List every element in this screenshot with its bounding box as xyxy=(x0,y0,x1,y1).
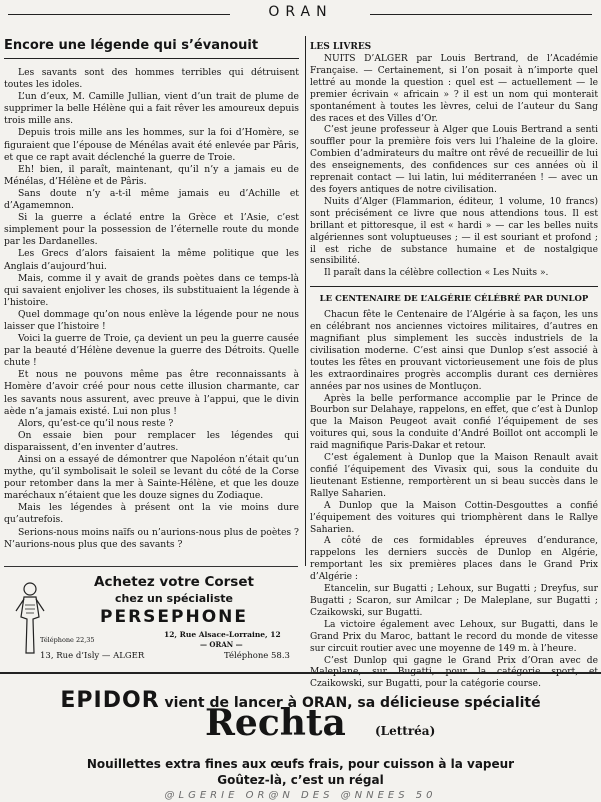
books-paragraph: Il paraît dans la célèbre collection « Les Nuits ». xyxy=(324,268,549,279)
left-paragraph: Depuis trois mille ans les hommes, sur la foi d’Homère, se figuraient que l’épouse de Ménélas avait été enlevée par Pâris, et que ce rapt avait déclenché la guerre de Troie. xyxy=(4,127,299,163)
right-column xyxy=(310,42,598,691)
dunlop-paragraph: Après la belle performance accomplie par le Prince de Bourbon sur Delahaye, rappelons, en effet, que c’est à Dunlop que la Maison Peugeot avait confié l’équipement de ses voitures qui, sous la conduite d’André Boillot ont accompli le raid magnifique Paris-Dakar et retour. xyxy=(310,393,598,452)
books-paragraph: NUITS D’ALGER par Louis Bertrand, de l’Académie Française. — Certainement, si l’on posait à n’importe quel lettré au monde la question : quel est — actuellement — le premier écrivain « africain » ? il est un nom qui monterait spontanément à toutes les lèvres, celui de l’auteur du Sang des races et des Villes d’Or. xyxy=(310,54,598,124)
masthead xyxy=(0,2,601,28)
left-paragraph: Si la guerre a éclaté entre la Grèce et l’Asie, c’est simplement pour la possession de l’éternelle route du monde par les Dardanelles. xyxy=(4,212,299,248)
corset-subline: chez un spécialiste xyxy=(115,592,233,605)
watermark: @LGERIE OR@N DES @NNEES 50 xyxy=(164,790,437,801)
left-title-rule xyxy=(4,58,299,59)
left-paragraph: Mais les légendes à présent ont la vie moins dure qu’autrefois. xyxy=(4,502,299,526)
books-paragraph: Nuits d’Alger (Flammarion, éditeur, 1 volume, 10 francs) sont précisément ce livre que nous attendions tous. Il est brillant et pittoresque, il est « hardi » — car les belles nuits algériennes sont voluptueuses ; — il est souriant et profond ; il est riche de substance humaine et de nostalgique sensibilité. xyxy=(310,196,598,267)
epidor-advertisement xyxy=(0,672,601,802)
left-paragraph: Ainsi on a essayé de démontrer que Napoléon n’était qu’un mythe, qu’il symbolisait le soleil se levant du côté de la Corse pour retomber dans la mer à Sainte-Hélène, et que les douze maréchaux n’étaient que les douze signes du Zodiaque. xyxy=(4,454,299,502)
corset-address: 12, Rue Alsace-Lorraine, 12 xyxy=(164,630,281,639)
corset-advertisement xyxy=(4,566,298,671)
corset-headline: Achetez votre Corset xyxy=(94,574,254,590)
books-paragraph: C’est jeune professeur à Alger que Louis Bertrand a senti souffler pour la première fois vers lui l’haleine de la gloire. Combien d’admirateurs du maître ont rêvé de recueillir de lui des enseignements, des confidences sur ces années où il reprenait contact — lui latin, lui méditerranéen ! — avec un des foyers antiques de notre civilisation. xyxy=(310,125,598,195)
left-paragraph: Serions-nous moins naïfs ou n’aurions-nous plus de poètes ? N’aurions-nous plus que des savants ? xyxy=(4,526,299,550)
corset-city: — ORAN — xyxy=(200,640,243,649)
masthead-title: ORAN xyxy=(268,4,333,20)
dunlop-paragraph: Chacun fête le Centenaire de l’Algérie à sa façon, les uns en célébrant nos anciennes victoires militaires, d’autres en magnifiant plus simplement les succès industriels de la civilisation moderne. C’est ainsi que Dunlop s’est associé à toutes les fêtes en prouvant victorieusement une fois de plus les extraordinaires progrès accomplis durant ces dernières années par nos usines de Montluçon. xyxy=(310,310,598,392)
dunlop-paragraph: La victoire également avec Lehoux, sur Bugatti, dans le Grand Prix du Maroc, battant le record du monde de vitesse sur circuit routier avec une moyenne de 149 m. à l’heure. xyxy=(310,619,598,654)
corset-phone: Téléphone 22,35 xyxy=(40,636,95,644)
column-divider xyxy=(305,36,306,566)
dunlop-heading: LE CENTENAIRE DE L’ALGÉRIE CÉLÉBRÉ PAR DUNLOP xyxy=(319,294,589,305)
corset-second-address: 13, Rue d’Isly — ALGER xyxy=(40,651,145,661)
left-paragraph: Mais, comme il y avait de grands poètes dans ce temps-là qui savaient enjoliver les choses, ils substituaient la légende à l’histoire. xyxy=(4,272,299,308)
left-paragraph: L’un d’eux, M. Camille Jullian, vient d’un trait de plume de supprimer la belle Hélène qui a fait rêver les amoureux depuis trois mille ans. xyxy=(4,91,299,127)
masthead-rule-right xyxy=(370,14,592,15)
dunlop-paragraph: Etancelin, sur Bugatti ; Lehoux, sur Bugatti ; Dreyfus, sur Bugatti ; Scaron, sur Amilcar ; De Maleplane, sur Bugatti ; Czaikowski, sur Bugatti. xyxy=(310,584,598,618)
dunlop-paragraph: A côté de ces formidables épreuves d’endurance, rappelons les derniers succès de Dunlop en Algérie, remportant les six premières places dans le Grand Prix d’Algérie : xyxy=(310,536,598,583)
corset-shop-name: PERSEPHONE xyxy=(100,607,248,627)
left-paragraph: Voici la guerre de Troie, ça devient un peu la guerre causée par la beauté d’Hélène devenue la guerre des Détroits. Quelle chute ! xyxy=(4,333,299,369)
dunlop-paragraph: C’est Dunlop qui gagne le Grand Prix d’Oran avec de Maleplane, sur Bugatti, pour la catégorie sport, et Czaikowski, sur Bugatti, pour la catégorie course. xyxy=(310,655,598,690)
left-paragraph: On essaie bien pour remplacer les légendes qui disparaissent, d’en inventer d’autres. xyxy=(4,429,299,453)
left-paragraph: Les savants sont des hommes terribles qui détruisent toutes les idoles. xyxy=(4,67,299,91)
dunlop-paragraph: C’est également à Dunlop que la Maison Renault avait confié l’équipement des Vivasix qui, sous la conduite du lieutenant Estienne, remportèrent un si beau succès dans le Rallye Saharien. xyxy=(310,453,598,499)
left-paragraph: Alors, qu’est-ce qu’il nous reste ? xyxy=(18,417,174,429)
books-heading: LES LIVRES xyxy=(310,42,372,52)
section-rule xyxy=(310,286,598,287)
dunlop-paragraph: A Dunlop que la Maison Cottin-Desgouttes a confié l’équipement des voitures qui triomphèrent dans le Rallye Saharien. xyxy=(310,500,598,535)
left-paragraph: Eh! bien, il paraît, maintenant, qu’il n’y a jamais eu de Ménélas, d’Hélène et de Pâris. xyxy=(4,163,299,187)
left-paragraph: Quel dommage qu’on nous enlève la légende pour ne nous laisser que l’histoire ! xyxy=(4,308,299,332)
left-paragraph: Sans doute n’y a-t-il même jamais eu d’Achille et d’Agamemnon. xyxy=(4,187,299,212)
epidor-product-note: (Lettréa) xyxy=(375,724,436,738)
epidor-slogan: Goûtez-là, c’est un régal xyxy=(217,773,384,787)
epidor-headline-text: vient de lancer à ORAN, sa délicieuse spécialité xyxy=(159,695,541,711)
epidor-description: Nouillettes extra fines aux œufs frais, pour cuisson à la vapeur xyxy=(86,757,515,771)
corset-second-phone: Téléphone 58.3 xyxy=(224,651,290,661)
epidor-product-name: Rechta xyxy=(205,702,346,744)
left-paragraph: Les Grecs d’alors faisaient la même politique que les Anglais d’aujourd’hui. xyxy=(4,248,299,272)
epidor-brand: EPIDOR xyxy=(60,688,160,713)
left-paragraph: Et nous ne pouvons même pas être reconnaissants à Homère d’avoir créé pour nous cette illusion charmante, car les savants nous assurent, avec preuve à l’appui, que le divin aède n’a jamais existé. Lui non plus ! xyxy=(4,369,299,417)
left-article-title: Encore une légende qui s’évanouit xyxy=(4,38,259,53)
left-article xyxy=(4,38,299,551)
